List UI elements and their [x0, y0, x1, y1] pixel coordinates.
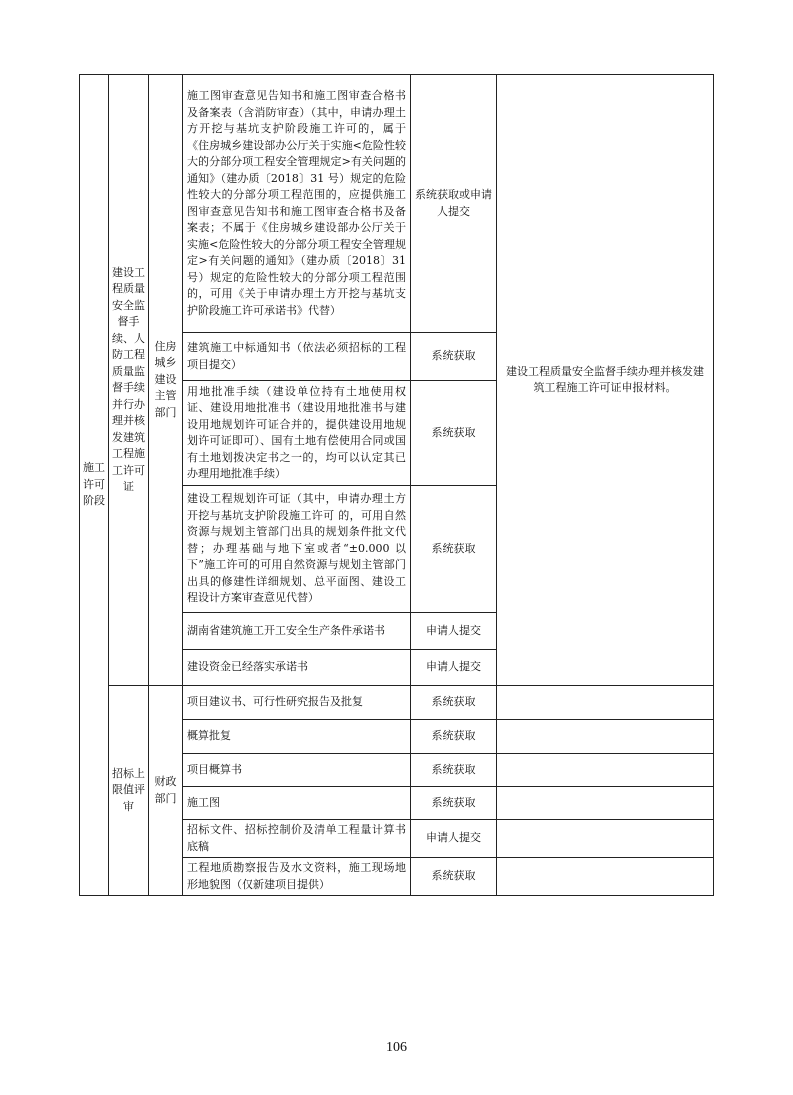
table-row [80, 75, 714, 333]
note-cell [497, 754, 714, 787]
matter-cell: 建设工程质量安全监督手续、人防工程质量监督手续并行办理并核发建筑工程施工许可证 [109, 75, 149, 686]
stage-cell: 施工许可阶段 [80, 75, 109, 896]
source-cell: 申请人提交 [411, 650, 497, 686]
source-cell: 申请人提交 [411, 613, 497, 650]
note-cell [497, 686, 714, 720]
matter-cell: 招标上限值评审 [109, 686, 149, 896]
item-cell: 招标文件、招标控制价及清单工程量计算书底稿 [183, 820, 411, 858]
note-cell [497, 787, 714, 820]
source-cell: 系统获取 [411, 686, 497, 720]
page-number: 106 [386, 1040, 407, 1055]
source-cell: 系统获取或申请人提交 [411, 75, 497, 333]
source-cell: 系统获取 [411, 720, 497, 754]
item-cell: 建筑施工中标通知书（依法必须招标的工程项目提交） [183, 333, 411, 381]
source-cell: 系统获取 [411, 858, 497, 896]
source-cell: 系统获取 [411, 486, 497, 613]
source-cell: 系统获取 [411, 381, 497, 486]
item-cell: 概算批复 [183, 720, 411, 754]
item-cell: 项目概算书 [183, 754, 411, 787]
materials-table [79, 74, 714, 896]
source-cell: 系统获取 [411, 333, 497, 381]
item-cell: 施工图审查意见告知书和施工图审查合格书及备案表（含消防审查）（其中，申请办理土方开挖与基坑支护阶段施工许可的，属于《住房城乡建设部办公厅关于实施<危险性较大的分部分项工程安全管理规定>有关问题的通知》（建办质〔2018〕31 号）规定的危险性较大的分部分项工程范围的，应提供施工图审查意见告知书和施工图审查合格书及备案表；不属于《住房城乡建设部办公厅关于实施<危险性较大的分部分项工程安全管理规定>有关问题的通知》（建办质〔2018〕31 号）规定的危险性较大的分部分项工程范围的，可用《关于申请办理土方开挖与基坑支护阶段施工许可承诺书》代替） [183, 75, 411, 333]
table-row [80, 686, 714, 720]
note-cell [497, 820, 714, 858]
item-cell: 建设资金已经落实承诺书 [183, 650, 411, 686]
item-cell: 湖南省建筑施工开工安全生产条件承诺书 [183, 613, 411, 650]
source-cell: 系统获取 [411, 787, 497, 820]
item-cell: 施工图 [183, 787, 411, 820]
note-cell: 建设工程质量安全监督手续办理并核发建筑工程施工许可证申报材料。 [497, 75, 714, 686]
note-cell [497, 720, 714, 754]
source-cell: 申请人提交 [411, 820, 497, 858]
note-cell [497, 858, 714, 896]
dept-cell: 住房城乡建设主管部门 [149, 75, 183, 686]
item-cell: 项目建议书、可行性研究报告及批复 [183, 686, 411, 720]
item-cell: 建设工程规划许可证（其中，申请办理土方开挖与基坑支护阶段施工许可 的，可用自然资源与规划主管部门出具的规划条件批文代替；办理基础与地下室或者“±0.000 以下”施工许可的可用自然资源与规划主管部门出具的修建性详细规划、总平面图、建设工程设计方案审查意见代替） [183, 486, 411, 613]
item-cell: 用地批准手续（建设单位持有土地使用权证、建设用地批准书（建设用地批准书与建设用地规划许可证合并的，提供建设用地规划许可证即可）、国有土地有偿使用合同或国有土地划拨决定书之一的，均可以认定其已办理用地批准手续） [183, 381, 411, 486]
item-cell: 工程地质勘察报告及水文资料，施工现场地形地貌图（仅新建项目提供） [183, 858, 411, 896]
source-cell: 系统获取 [411, 754, 497, 787]
dept-cell: 财政部门 [149, 686, 183, 896]
